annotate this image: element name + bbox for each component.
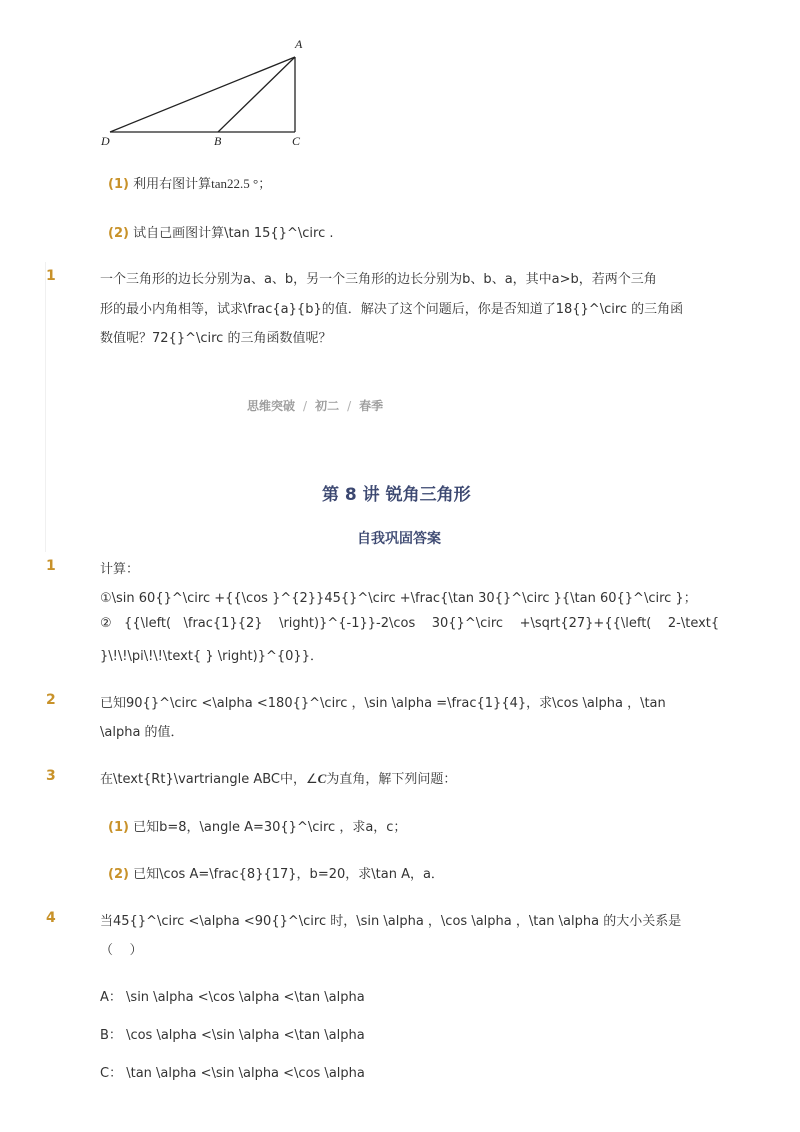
q4-option-a-label: A： <box>100 990 122 1005</box>
q3-part-2-text: 已知\cos A=\frac{8}{17}，b=20，求\tan A，a． <box>133 867 444 882</box>
q4-option-c-text: \tan \alpha <\sin \alpha <\cos \alpha <box>126 1066 365 1081</box>
q3-text-b: 为直角，解下列问题： <box>326 772 457 787</box>
margin-line <box>45 262 46 552</box>
q2-line1: 已知90{}^\circ <\alpha <180{}^\circ ，\sin \alpha =\frac{1}{4}，求\cos \alpha ，\tan <box>100 696 666 711</box>
footer-sep-2: / <box>347 399 352 413</box>
label-B: B <box>214 134 222 148</box>
q3-part-1-text: 已知b=8，\angle A=30{}^\circ ，求a，c； <box>133 820 407 835</box>
footer-sep-1: / <box>303 399 308 413</box>
q3-text <box>100 768 456 787</box>
q4-line2: （ ） <box>100 943 143 958</box>
prev-q1-line3: 数值呢？72{}^\circ 的三角函数值呢？ <box>100 331 332 346</box>
q1-item2-line2: }\!\!\pi\!\!\text{ } \right)}^{0}}． <box>100 649 323 664</box>
label-A: A <box>295 37 303 51</box>
prev-q1-number: 1 <box>46 268 56 284</box>
segment-AB <box>218 57 295 132</box>
section-subtitle: 自我巩固答案 <box>357 531 441 547</box>
prev-part-1-text: 利用右图计算 <box>133 177 212 192</box>
footer-grade: 初二 <box>315 399 340 413</box>
prev-part-2 <box>108 222 333 241</box>
prev-part-2-text: 试自己画图计算\tan 15{}^\circ . <box>133 226 334 241</box>
prev-q1-line2: 形的最小内角相等，试求\frac{a}{b}的值．解决了这个问题后，你是否知道了18{}^\circ 的三角函 <box>100 302 684 317</box>
prev-part-1 <box>108 173 271 192</box>
segment-AD <box>110 57 295 132</box>
label-C: C <box>292 134 301 148</box>
q4-option-a <box>100 986 365 1005</box>
prev-part-2-num: (2) <box>108 226 129 241</box>
prev-part-1-end: ； <box>258 177 272 192</box>
q4-option-b <box>100 1024 365 1043</box>
q3-part-1-num: (1) <box>108 820 129 835</box>
q4-option-b-text: \cos \alpha <\sin \alpha <\tan \alpha <box>126 1028 365 1043</box>
prev-part-1-formula: tan22.5 ° <box>211 176 259 191</box>
lecture-title: 第 8 讲 锐角三角形 <box>322 485 471 505</box>
q1-item2-line1: ② {{\left( \frac{1}{2} \right)}^{-1}}-2\cos 30{}^\circ +\sqrt{27}+{{\left( 2-\text{ <box>100 616 720 631</box>
q4-option-b-label: B： <box>100 1028 122 1043</box>
q3-text-a: 在\text{Rt}\vartriangle ABC中，∠ <box>100 772 318 787</box>
label-D: D <box>101 134 110 148</box>
q1-number: 1 <box>46 558 56 574</box>
triangle-figure <box>90 30 410 190</box>
q4-option-a-text: \sin \alpha <\cos \alpha <\tan \alpha <box>126 990 365 1005</box>
q3-part-2 <box>108 863 444 882</box>
prev-part-1-num: (1) <box>108 177 129 192</box>
q2-number: 2 <box>46 692 56 708</box>
q4-option-c <box>100 1062 365 1081</box>
page-footer <box>247 397 383 414</box>
q4-number: 4 <box>46 910 56 926</box>
q4-line1: 当45{}^\circ <\alpha <90{}^\circ 时，\sin \alpha ，\cos \alpha ，\tan \alpha 的大小关系是 <box>100 914 682 929</box>
q1-item1: ①\sin 60{}^\circ +{{\cos }^{2}}45{}^\circ +\frac{\tan 30{}^\circ }{\tan 60{}^\circ }； <box>100 591 697 606</box>
q3-part-2-num: (2) <box>108 867 129 882</box>
q3-part-1 <box>108 816 406 835</box>
q3-angle-letter: C <box>317 771 327 786</box>
footer-season: 春季 <box>359 399 384 413</box>
q2-line2: \alpha 的值． <box>100 725 184 740</box>
q1-intro: 计算： <box>100 562 140 577</box>
q4-option-c-label: C： <box>100 1066 123 1081</box>
prev-q1-line1: 一个三角形的边长分别为a、a、b，另一个三角形的边长分别为b、b、a，其中a>b，若两个三角 <box>100 272 657 287</box>
q3-number: 3 <box>46 768 56 784</box>
footer-series: 思维突破 <box>247 399 296 413</box>
